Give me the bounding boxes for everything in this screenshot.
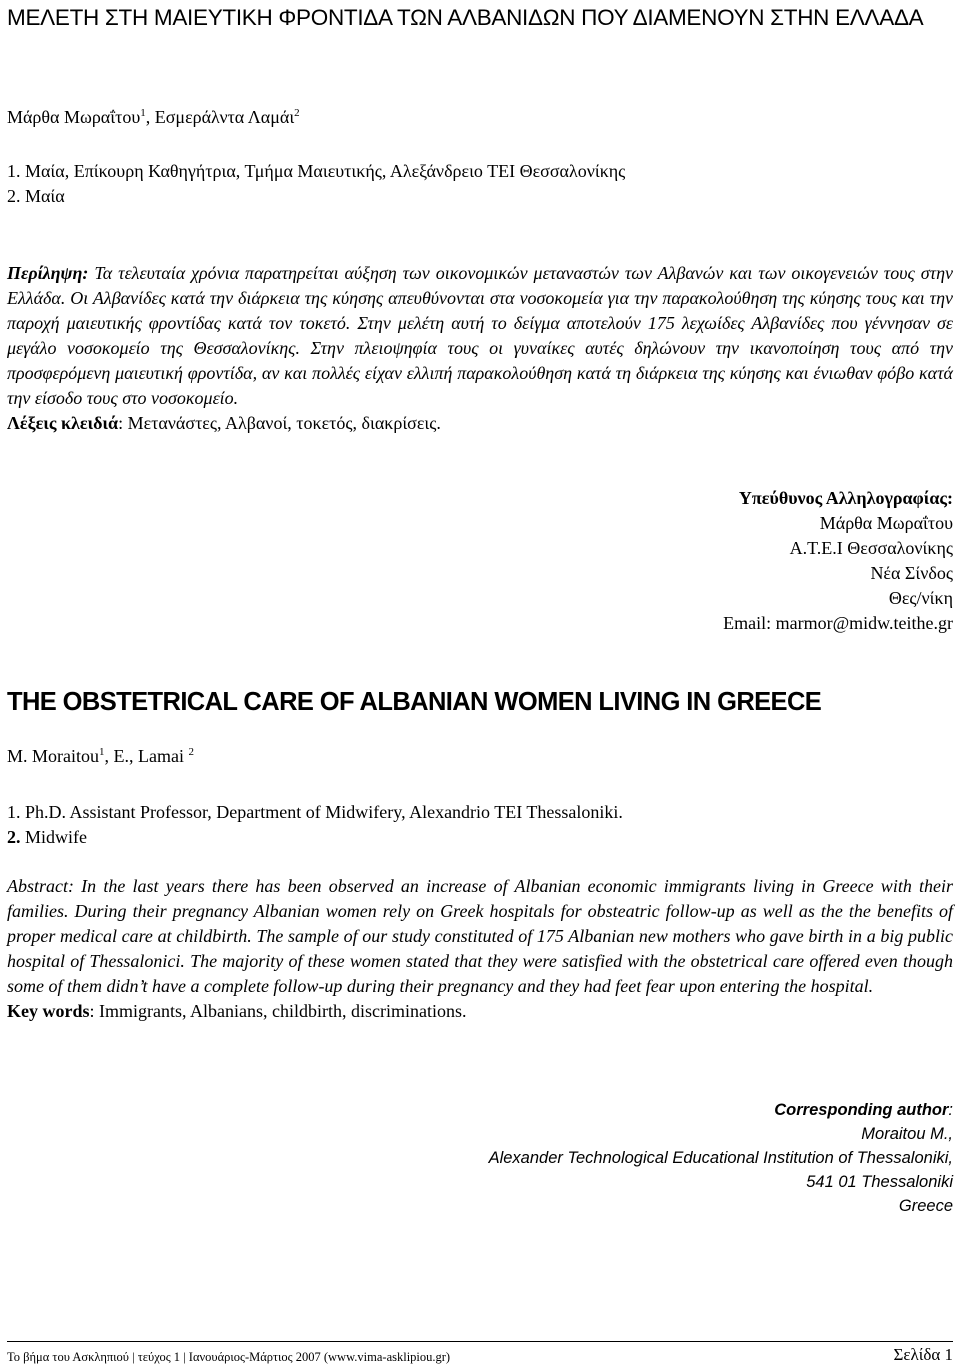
english-author-2-sup: 2 (188, 746, 194, 758)
greek-corr-line: Νέα Σίνδος (870, 563, 953, 583)
footer-page-number: Σελίδα 1 (893, 1345, 953, 1364)
greek-keywords-label: Λέξεις κλειδιά (7, 413, 119, 433)
greek-author-2: Εσμεράλντα Λαμάι (154, 107, 295, 127)
english-title: THE OBSTETRICAL CARE OF ALBANIAN WOMEN LIVING IN GREECE (7, 688, 822, 716)
english-author-separator: , E., Lamai (104, 746, 189, 766)
greek-abstract-label: Περίληψη: (7, 263, 89, 283)
english-author-1-sup: 1 (99, 746, 105, 758)
english-corr-line: Alexander Technological Educational Institution of Thessaloniki, (488, 1149, 953, 1167)
english-abstract (7, 874, 953, 1024)
footer-journal-info: Το βήμα του Ασκληπιού | τεύχος 1 | Ιανουάριος-Μάρτιος 2007 (www.vima-asklipiou.gr) (7, 1350, 451, 1364)
english-corr-line: Moraitou M., (861, 1125, 953, 1143)
greek-affiliation-1: 1. Μαία, Επίκουρη Καθηγήτρια, Τμήμα Μαιευτικής, Αλεξάνδρειο ΤΕΙ Θεσσαλονίκης (7, 161, 626, 181)
english-corr-heading: Corresponding author (774, 1101, 949, 1119)
greek-abstract (7, 261, 953, 436)
english-affiliation-2 (7, 825, 87, 850)
greek-abstract-text: Τα τελευταία χρόνια παρατηρείται αύξηση των οικονομικών μεταναστών των Αλβανών και των οικογενειών τους στην Ελλάδα. Οι Αλβανίδες κατά την διάρκεια της κύησης απευθύνονται στα νοσοκομεία για την παρακολούθηση της κύησης τους και την παροχή μαιευτικής φροντίδας κατά τον τοκετό. Στην μελέτη αυτή το δείγμα αποτελούν 175 λεχωίδες Αλβανίδες που γέννησαν σε μεγάλο νοσοκομείο της Θεσσαλονίκης. Στην πλειοψηφία τους οι γυναίκες αυτές δηλώνουν την ικανοποίηση τους από την προσφερόμενη μαιευτική φροντίδα, αν και πολλές είχαν ελλιπή παρακολούθηση κατά τη διάρκεια της κύησης και ένιωθαν φόβο κατά την είσοδο τους στο νοσοκομείο. (7, 263, 953, 408)
english-corr-heading-colon: : (948, 1101, 953, 1119)
english-abstract-text: Abstract: In the last years there has been observed an increase of Albanian economic immigrants living in Greece with their families. During their pregnancy Albanian women rely on Greek hospitals for obsteatric follow-up as well as the the benefits of proper medical care at childbirth. The sample of our study constituted of 175 Albanian new mothers who gave birth in a big public hospital of Thessalonici. The majority of these women stated that they were satisfied with the obstetrical care offered even though some of them didn’t have a complete follow-up during their pregnancy and they had feet fear upon entering the hospital. (7, 876, 953, 996)
english-corr-line: 541 01 Thessaloniki (806, 1173, 953, 1191)
greek-correspondence (723, 486, 953, 636)
greek-corr-line: Θες/νίκη (888, 588, 953, 608)
english-corr-line: Greece (898, 1197, 953, 1215)
greek-keywords-text: : Μετανάστες, Αλβανοί, τοκετός, διακρίσεις. (118, 413, 441, 433)
english-affiliation-2-number: 2. (7, 827, 21, 847)
english-correspondence (489, 1098, 953, 1218)
english-affiliation-1: 1. Ph.D. Assistant Professor, Department of Midwifery, Alexandrio TEI Thessaloniki. (7, 802, 623, 822)
english-author-1: M. Moraitou (7, 746, 99, 766)
greek-author-separator: , (145, 107, 155, 127)
greek-affiliation-2: 2. Μαία (7, 186, 65, 206)
english-corr-heading-row (489, 1098, 953, 1122)
greek-corr-line: Μάρθα Μωραΐτου (819, 513, 953, 533)
english-authors (7, 744, 194, 769)
greek-author-1-sup: 1 (140, 107, 146, 119)
english-keywords-label: Key words (7, 1001, 90, 1021)
greek-author-1: Μάρθα Μωραΐτου (7, 107, 141, 127)
footer-divider (7, 1341, 953, 1342)
greek-title: ΜΕΛΕΤΗ ΣΤΗ ΜΑΙΕΥΤΙΚΗ ΦΡΟΝΤΙΔΑ ΤΩΝ ΑΛΒΑΝΙΔΩΝ ΠΟΥ ΔΙΑΜΕΝΟΥΝ ΣΤΗΝ ΕΛΛΑΔΑ (7, 5, 924, 30)
greek-corr-heading: Υπεύθυνος Αλληλογραφίας: (738, 488, 953, 508)
greek-corr-line: Α.Τ.Ε.Ι Θεσσαλονίκης (789, 538, 953, 558)
greek-author-2-sup: 2 (294, 107, 300, 119)
greek-corr-email: Email: marmor@midw.teithe.gr (723, 613, 953, 633)
english-keywords-text: : Immigrants, Albanians, childbirth, discriminations. (89, 1001, 467, 1021)
greek-authors (7, 105, 300, 130)
english-affiliation-2-text: Midwife (20, 827, 87, 847)
